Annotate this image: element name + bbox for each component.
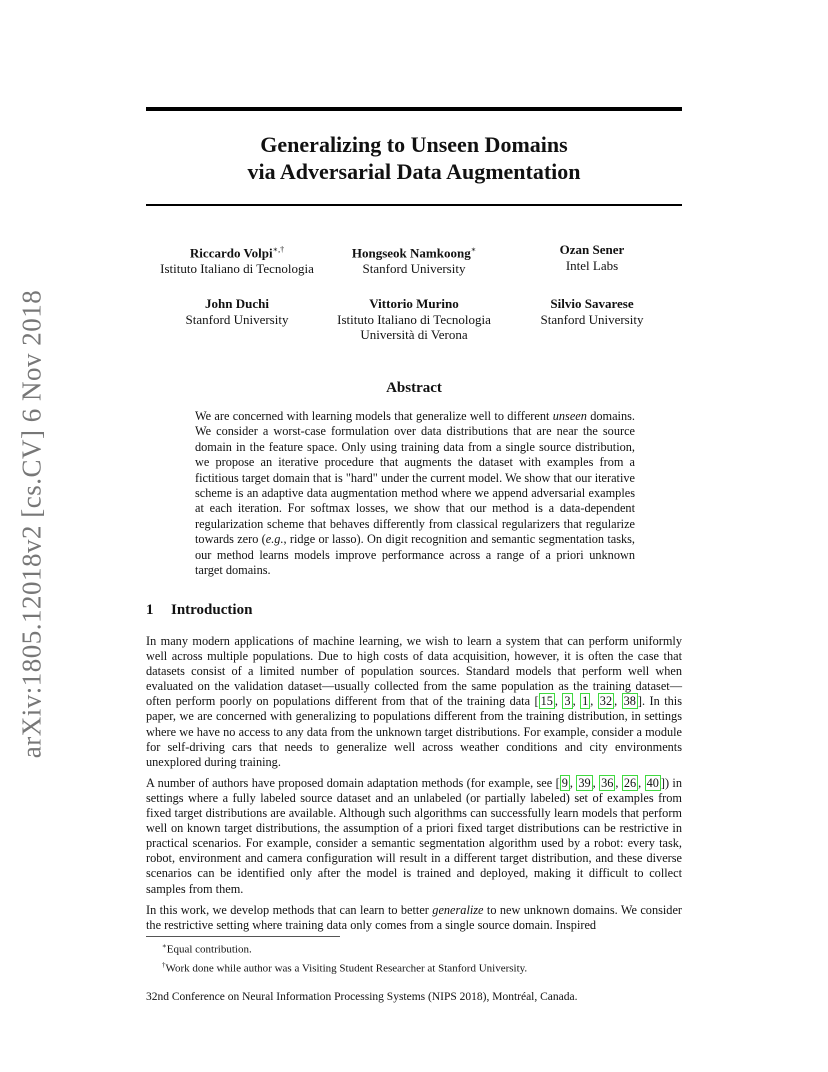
footnote-text: Equal contribution. [166,943,252,956]
abstract-part: We are concerned with learning models that generalize well to different [195,409,553,423]
intro-paragraph-3 [146,903,682,933]
title-top-rule [146,107,682,111]
paragraph-text: ]. In this paper, we are concerned with generalizing to populations different from the training distribution, in settings where we have no access to any data from the unknown target distributions. For example, consider a module for self-driving cars that needs to generalize well across weather conditions and city environments unexplored during training. [146,694,682,769]
author-name: Riccardo Volpi [189,245,273,261]
title-line-2: via Adversarial Data Augmentation [247,159,581,184]
author-namkoong [319,242,509,276]
section-number: 1 [146,602,154,618]
author-name: Ozan Sener [559,242,625,257]
paragraph-text: In many modern applications of machine learning, we wish to learn a system that can perform uniformly well across multiple populations. Due to high costs of data acquisition, however, it is often the case that datasets consist of a limited number of population sources. Standard models that perform well when evaluated on the validation dataset—usually collected from the same population as the training dataset—often perform poorly on populations different from that of the training data [ [146,634,682,709]
author-sener [497,242,687,273]
citation-link[interactable]: 38 [623,694,636,709]
author-name: Vittorio Murino [369,296,459,311]
author-mark: ∗ [470,245,477,254]
abstract-heading: Abstract [386,380,442,396]
paragraph-text: ]) in settings where a fully labeled source dataset and an unlabeled (or partially labeled) set of examples from fixed target distributions are available. Although such algorithms can successfully learn models that perform well on known target distributions, the assumption of a priori fixed target distributions can be restrictive in practical scenarios. For example, consider a semantic segmentation algorithm used by a robot: every task, robot, environment and camera configuration will result in a different target distribution, and these diverse scenarios can be identified only after the model is trained and deployed, making it difficult to collect samples from them. [146,775,682,896]
conference-note: 32nd Conference on Neural Information Processing Systems (NIPS 2018), Montréal, Canada. [146,991,578,1003]
author-murino [319,296,509,343]
citation-link[interactable]: 9 [561,775,568,790]
arxiv-identifier: arXiv:1805.12018v2 [cs.CV] 6 Nov 2018 [16,289,47,759]
citation-link[interactable]: 15 [540,694,553,709]
footnote-1 [162,939,527,958]
footnote-rule [146,936,340,937]
title-bottom-rule [146,204,682,206]
abstract-emphasis: e.g. [265,532,284,547]
abstract-part: domains. We consider a worst-case formulation over data distributions that are near the source domain in the feature space. Only using training data from a single source distribution, we propose an iterative procedure that augments the dataset with examples from a fictitious target domain that is "hard" under the current model. We show that our iterative scheme is an adaptive data augmentation method where we append adversarial examples at each iteration. For softmax losses, we show that our method is a data-dependent regularization scheme that behaves differently from classical regularizers that regularize towards zero ( [195,409,635,547]
author-name: Silvio Savarese [550,296,634,311]
author-duchi [142,296,332,327]
citation-link[interactable]: 40 [646,775,659,790]
footnote-mark: ∗ [162,942,167,950]
author-affiliation: Istituto Italiano di Tecnologia [160,260,314,276]
author-affiliation: Intel Labs [565,257,619,273]
paragraph-text: A number of authors have proposed domain adaptation methods (for example, see [ [146,775,560,790]
footnote-2 [162,958,527,977]
paragraph-text: In this work, we develop methods that can learn to better [146,902,433,917]
author-savarese [497,296,687,327]
abstract-emphasis: unseen [552,409,587,423]
paragraph-emphasis: generalize [432,902,484,917]
author-volpi [142,242,332,276]
author-affiliation: Stanford University [540,311,644,327]
paper-title [146,131,682,185]
citation-link[interactable]: 1 [582,694,589,709]
title-line-1: Generalizing to Unseen Domains [260,132,568,157]
introduction-body [146,634,682,939]
footnote-mark: † [162,960,166,969]
author-affiliation: Istituto Italiano di Tecnologia [337,311,491,327]
author-mark: ∗,† [272,245,285,254]
author-name: Hongseok Namkoong [351,245,471,261]
arxiv-sidebar [6,286,58,762]
citation-link[interactable]: 36 [601,775,614,790]
footnotes [162,939,527,976]
citation-link[interactable]: 3 [564,694,571,709]
abstract-part: , ridge or lasso). On digit recognition and semantic segmentation tasks, our method learns models improve performance across a range of a priori unknown target domains. [195,532,635,578]
intro-paragraph-2: A number of authors have proposed domain adaptation methods (for example, see [ 9 , 39 , 36 , 26 , 40 ]) in settings where a fully labeled source dataset and an unlabeled (or partially labeled) set of examples from fixed target distributions are available. Although such algorithms can successfully learn models that perform well on known target distributions, the assumption of a priori fixed target distributions can be restrictive in practical scenarios. For example, consider a semantic segmentation algorithm used by a robot: every task, robot, environment and camera configuration will result in a different target distribution, and these diverse scenarios can be identified only after the model is trained and deployed, making it difficult to collect samples from them. [146,775,682,896]
footnote-text: Work done while author was a Visiting Student Researcher at Stanford University. [165,962,528,975]
abstract-text [195,409,635,578]
citation-link[interactable]: 39 [578,775,591,790]
author-affiliation: Stanford University [185,311,289,327]
author-affiliation: Stanford University [362,260,466,276]
author-affiliation: Università di Verona [360,327,468,342]
citation-link[interactable]: 32 [599,694,613,709]
intro-paragraph-1: In many modern applications of machine learning, we wish to learn a system that can perform uniformly well across multiple populations. Due to high costs of data acquisition, however, it is often the case that datasets consist of a limited number of population sources. Standard models that perform well when evaluated on the validation dataset—usually collected from the same population as the training dataset—often perform poorly on populations different from that of the training data [ 15 , 3 , 1 , 32 , 38 ]. In this paper, we are concerned with generalizing to populations different from the training distribution, in settings where we have no access to any data from the unknown target distributions. For example, consider a module for self-driving cars that needs to generalize well across weather conditions and city environments unexplored during training. [146,634,682,769]
section-title: Introduction [171,602,253,618]
paragraph-text: to new unknown domains. We consider the restrictive setting where training data only comes from a single source domain. Inspired [146,902,682,932]
author-name: John Duchi [205,296,269,311]
section-heading [146,602,252,619]
citation-link[interactable]: 26 [623,775,637,790]
